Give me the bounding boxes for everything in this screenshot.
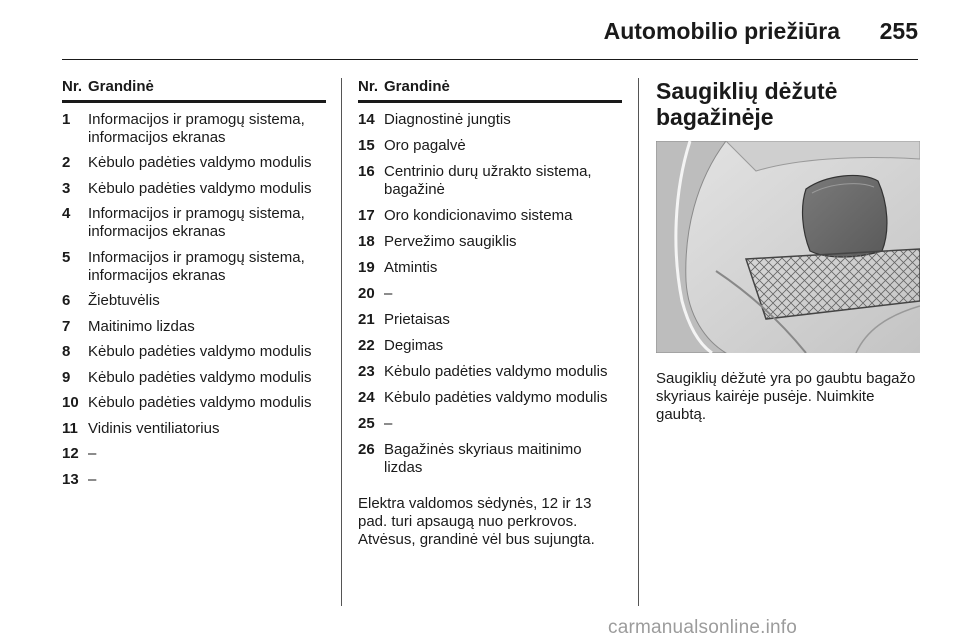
circuit-name: – xyxy=(88,470,97,488)
circuit-name: Kėbulo padėties valdymo modulis xyxy=(384,363,608,380)
table-row xyxy=(62,420,326,438)
circuit-name: Informacijos ir pramogų sistema, informacijos ekranas xyxy=(88,248,305,284)
circuit-name: Kėbulo padėties valdymo modulis xyxy=(88,179,312,197)
table-header-circuit: Grandinė xyxy=(88,78,154,95)
fuse-number: 26 xyxy=(358,441,375,458)
table-header xyxy=(358,78,622,103)
circuit-name: Kėbulo padėties valdymo modulis xyxy=(88,368,312,386)
chapter-title: Automobilio priežiūra xyxy=(603,18,840,44)
table-row xyxy=(358,259,622,277)
circuit-name: Kėbulo padėties valdymo modulis xyxy=(88,343,312,360)
fuse-number: 23 xyxy=(358,363,375,380)
table-row xyxy=(62,394,326,412)
table-row xyxy=(62,369,326,387)
circuit-name: Prietaisas xyxy=(384,311,450,328)
page-header xyxy=(0,0,960,62)
fuse-number: 1 xyxy=(62,110,71,128)
circuit-name: Maitinimo lizdas xyxy=(88,317,195,335)
table-row xyxy=(358,415,622,433)
fuse-number: 20 xyxy=(358,285,375,302)
circuit-name: Kėbulo padėties valdymo modulis xyxy=(384,389,608,406)
table-row xyxy=(358,363,622,381)
fuse-number: 22 xyxy=(358,337,375,354)
table-row xyxy=(62,249,326,285)
fuse-table-left xyxy=(62,78,326,489)
circuit-name: Informacijos ir pramogų sistema, informacijos ekranas xyxy=(88,205,305,240)
circuit-name: – xyxy=(88,445,97,462)
circuit-name: Informacijos ir pramogų sistema, informacijos ekranas xyxy=(88,110,305,146)
circuit-name: Žiebtuvėlis xyxy=(88,292,160,309)
table-header-nr: Nr. xyxy=(62,78,83,95)
column-divider xyxy=(341,78,342,606)
fuse-rows-right xyxy=(358,111,622,477)
fuse-number: 3 xyxy=(62,179,71,197)
section-title xyxy=(656,78,920,130)
fuse-number: 21 xyxy=(358,311,375,328)
table-row xyxy=(62,180,326,198)
fuse-number: 8 xyxy=(62,343,71,360)
trunk-illustration-svg xyxy=(656,141,920,353)
section-title-line: Saugiklių dėžutė xyxy=(656,78,838,104)
fuse-number: 16 xyxy=(358,163,375,180)
fuse-number: 6 xyxy=(62,292,71,309)
circuit-name: Oro kondicionavimo sistema xyxy=(384,207,573,224)
fuse-number: 25 xyxy=(358,415,375,432)
fuse-number: 17 xyxy=(358,207,375,224)
table-row xyxy=(62,154,326,172)
fuse-number: 4 xyxy=(62,205,71,222)
table-row xyxy=(358,389,622,407)
table-row xyxy=(358,233,622,251)
fuse-number: 9 xyxy=(62,368,71,386)
fuse-number: 19 xyxy=(358,259,375,276)
circuit-name: – xyxy=(384,285,393,302)
table-row xyxy=(62,318,326,336)
circuit-name: Pervežimo saugiklis xyxy=(384,233,517,250)
circuit-name: – xyxy=(384,415,393,432)
trunk-fuse-section xyxy=(656,78,920,424)
table-row xyxy=(62,111,326,147)
table-row xyxy=(62,445,326,463)
trunk-fuse-box-illustration xyxy=(656,141,920,353)
table-row xyxy=(358,137,622,155)
fuse-number: 13 xyxy=(62,470,79,488)
table-row xyxy=(62,471,326,489)
fuse-number: 11 xyxy=(62,419,78,437)
circuit-name: Kėbulo padėties valdymo modulis xyxy=(88,154,312,171)
table-row xyxy=(358,337,622,355)
table-row xyxy=(358,111,622,129)
fuse-number: 2 xyxy=(62,154,71,171)
overload-note: Elektra valdomos sėdynės, 12 ir 13 pad. turi apsaugą nuo perkrovos. Atvėsus, grandinė vėl bus sujungta. xyxy=(358,495,595,548)
fuse-number: 14 xyxy=(358,111,375,128)
circuit-name: Degimas xyxy=(384,337,444,354)
table-header xyxy=(62,78,326,103)
section-caption: Saugiklių dėžutė yra po gaubtu bagažo skyriaus kairėje pusėje. Nuimkite gaubtą. xyxy=(656,370,916,423)
fuse-number: 5 xyxy=(62,248,71,266)
table-row xyxy=(358,207,622,225)
fuse-number: 15 xyxy=(358,137,375,154)
circuit-name: Bagažinės skyriaus maitinimo lizdas xyxy=(384,441,582,476)
fuse-number: 10 xyxy=(62,394,79,411)
table-row xyxy=(62,292,326,310)
table-row xyxy=(358,163,622,199)
page-number: 255 xyxy=(879,18,918,44)
table-row xyxy=(358,285,622,303)
table-header-circuit: Grandinė xyxy=(384,78,450,95)
table-row xyxy=(62,205,326,241)
watermark: carmanualsonline.info xyxy=(608,617,798,638)
circuit-name: Diagnostinė jungtis xyxy=(384,111,511,128)
fuse-number: 24 xyxy=(358,389,375,406)
circuit-name: Centrinio durų užrakto sistema, bagažinė xyxy=(384,163,592,198)
section-title-line: bagažinėje xyxy=(656,104,774,130)
circuit-name: Vidinis ventiliatorius xyxy=(88,419,220,437)
column-divider xyxy=(638,78,639,606)
circuit-name: Atmintis xyxy=(384,259,438,276)
circuit-name: Oro pagalvė xyxy=(384,137,466,154)
fuse-number: 18 xyxy=(358,233,375,250)
table-header-nr: Nr. xyxy=(358,78,379,95)
table-row xyxy=(358,311,622,329)
table-row xyxy=(358,441,622,477)
fuse-number: 12 xyxy=(62,445,79,462)
header-rule xyxy=(62,59,918,60)
fuse-rows-left xyxy=(62,111,326,489)
table-row xyxy=(62,343,326,361)
fuse-table-right xyxy=(358,78,622,549)
fuse-number: 7 xyxy=(62,317,71,335)
circuit-name: Kėbulo padėties valdymo modulis xyxy=(88,394,312,411)
